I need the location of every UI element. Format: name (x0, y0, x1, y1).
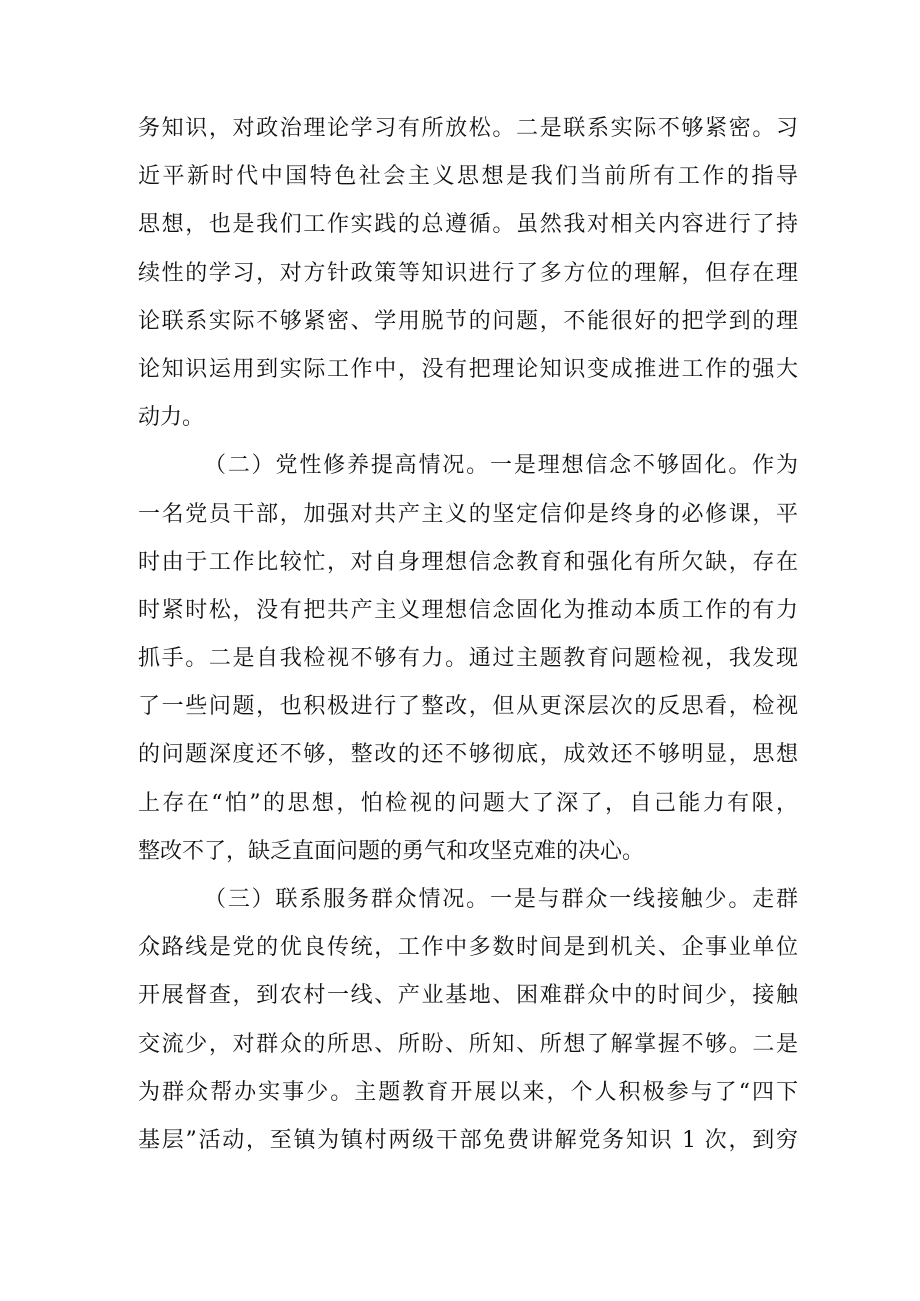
text-line: 思想，也是我们工作实践的总遵循。虽然我对相关内容进行了持 (138, 212, 798, 238)
section-heading-line: （二）党性修养提高情况。一是理想信念不够固化。作为 (204, 453, 798, 479)
text-line: 务知识，对政治理论学习有所放松。二是联系实际不够紧密。习 (138, 116, 798, 141)
body-text (138, 105, 798, 1165)
text-line: 交流少，对群众的所思、所盼、所知、所想了解掌握不够。二是 (138, 1031, 798, 1057)
text-line: 时由于工作比较忙，对自身理想信念教育和强化有所欠缺，存在 (138, 549, 798, 575)
text-line: 了一些问题，也积极进行了整改，但从更深层次的反思看，检视 (138, 694, 798, 720)
text-line: 续性的学习，对方针政策等知识进行了多方位的理解，但存在理 (138, 260, 798, 286)
text-line: 整改不了，缺乏直面问题的勇气和攻坚克难的决心。 (138, 838, 645, 864)
text-line: 为群众帮办实事少。主题教育开展以来，个人积极参与了“四下 (138, 1079, 798, 1105)
text-line: 近平新时代中国特色社会主义思想是我们当前所有工作的指导 (138, 164, 798, 190)
text-line: 论联系实际不够紧密、学用脱节的问题，不能很好的把学到的理 (138, 308, 798, 334)
text-line: 论知识运用到实际工作中，没有把理论知识变成推进工作的强大 (138, 356, 798, 382)
text-line: 的问题深度还不够，整改的还不够彻底，成效还不够明显，思想 (138, 742, 798, 768)
text-line: 一名党员干部，加强对共产主义的坚定信仰是终身的必修课，平 (138, 501, 798, 527)
text-line: 抓手。二是自我检视不够有力。通过主题教育问题检视，我发现 (138, 646, 798, 672)
text-line: 时紧时松，没有把共产主义理想信念固化为推动本质工作的有力 (138, 597, 798, 623)
text-line: 动力。 (138, 405, 205, 431)
text-line: 众路线是党的优良传统，工作中多数时间是到机关、企事业单位 (138, 935, 798, 961)
text-line: 基层”活动，至镇为镇村两级干部免费讲解党务知识 1 次，到穷 (138, 1127, 798, 1153)
text-line: 上存在“怕”的思想，怕检视的问题大了深了，自己能力有限， (138, 790, 798, 816)
section-heading-line: （三）联系服务群众情况。一是与群众一线接触少。走群 (204, 887, 798, 912)
text-line: 开展督查，到农村一线、产业基地、困难群众中的时间少，接触 (138, 983, 798, 1009)
